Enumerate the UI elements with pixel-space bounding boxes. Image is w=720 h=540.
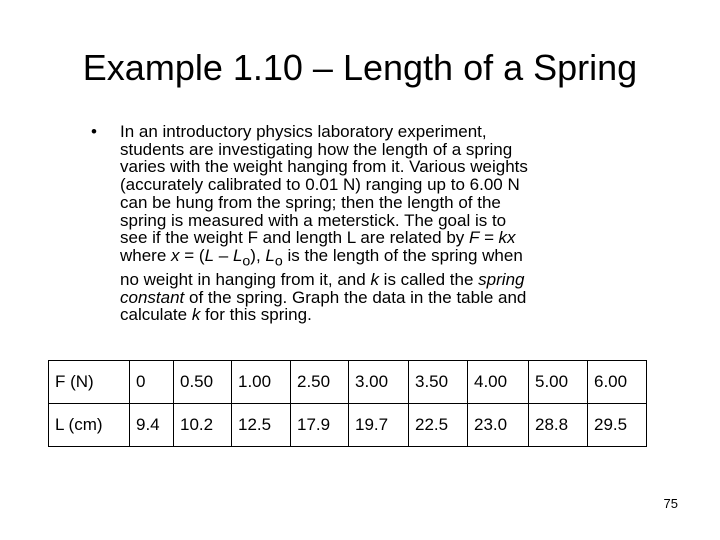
term-spring: spring xyxy=(478,270,525,290)
bullet-line: students are investigating how the length of a spring xyxy=(120,139,513,159)
table-cell: 6.00 xyxy=(588,361,647,404)
text-run: is called the xyxy=(378,270,479,290)
variable-L: L xyxy=(232,245,243,265)
bullet-line: can be hung from the spring; then the length of the xyxy=(120,192,501,212)
text-run: of the spring. Graph the data in the table and xyxy=(184,287,527,307)
row-header: F (N) xyxy=(49,361,130,404)
table-cell: 12.5 xyxy=(232,404,291,447)
subscript-o: o xyxy=(274,253,283,270)
text-run: = ( xyxy=(179,245,205,265)
table-cell: 9.4 xyxy=(130,404,174,447)
variable-k: k xyxy=(370,270,379,290)
text-run: ), xyxy=(250,245,266,265)
table-cell: 0.50 xyxy=(174,361,232,404)
table-cell: 23.0 xyxy=(468,404,529,447)
text-run: where xyxy=(120,245,172,265)
slide-title: Example 1.10 – Length of a Spring xyxy=(82,47,638,88)
bullet-line xyxy=(120,229,620,247)
variable-x: x xyxy=(171,245,180,265)
table-cell: 28.8 xyxy=(529,404,588,447)
data-table xyxy=(48,360,647,447)
variable-L: L xyxy=(265,245,275,265)
bullet-line xyxy=(120,271,620,289)
text-run: is the length of the spring when xyxy=(282,245,523,265)
table-cell: 3.00 xyxy=(349,361,409,404)
table-cell: 1.00 xyxy=(232,361,291,404)
table-cell: 29.5 xyxy=(588,404,647,447)
bullet-text xyxy=(120,123,620,324)
text-run: no weight in hanging from it, and xyxy=(120,270,371,290)
table-cell: 5.00 xyxy=(529,361,588,404)
subscript-o: o xyxy=(242,253,251,270)
bullet-line: In an introductory physics laboratory experiment, xyxy=(120,122,487,141)
bullet-line xyxy=(120,306,620,324)
table-row-force xyxy=(49,361,647,404)
table-cell: 10.2 xyxy=(174,404,232,447)
bullet-line: varies with the weight hanging from it. Various weights xyxy=(120,157,528,177)
table-cell: 3.50 xyxy=(409,361,468,404)
equation-text: F = kx xyxy=(469,228,516,248)
bullet-icon: • xyxy=(91,122,97,141)
variable-k: k xyxy=(191,305,201,325)
bullet-line: spring is measured with a meterstick. The goal is to xyxy=(120,210,507,230)
variable-L: L xyxy=(204,245,215,265)
table-row-length xyxy=(49,404,647,447)
table-cell: 22.5 xyxy=(409,404,468,447)
bullet-line: (accurately calibrated to 0.01 N) ranging up to 6.00 N xyxy=(120,175,520,195)
text-run: see if the weight F and length L are related by xyxy=(120,228,470,248)
term-constant: constant xyxy=(120,287,185,307)
text-run: – xyxy=(214,245,233,265)
table-cell: 17.9 xyxy=(291,404,349,447)
bullet-line xyxy=(120,247,620,271)
text-run: calculate xyxy=(120,305,192,325)
page-number: 75 xyxy=(663,496,678,511)
text-run: for this spring. xyxy=(200,305,312,325)
table-cell: 19.7 xyxy=(349,404,409,447)
row-header: L (cm) xyxy=(49,404,130,447)
table-cell: 2.50 xyxy=(291,361,349,404)
bullet-line xyxy=(120,289,620,307)
table-cell: 0 xyxy=(130,361,174,404)
table-cell: 4.00 xyxy=(468,361,529,404)
